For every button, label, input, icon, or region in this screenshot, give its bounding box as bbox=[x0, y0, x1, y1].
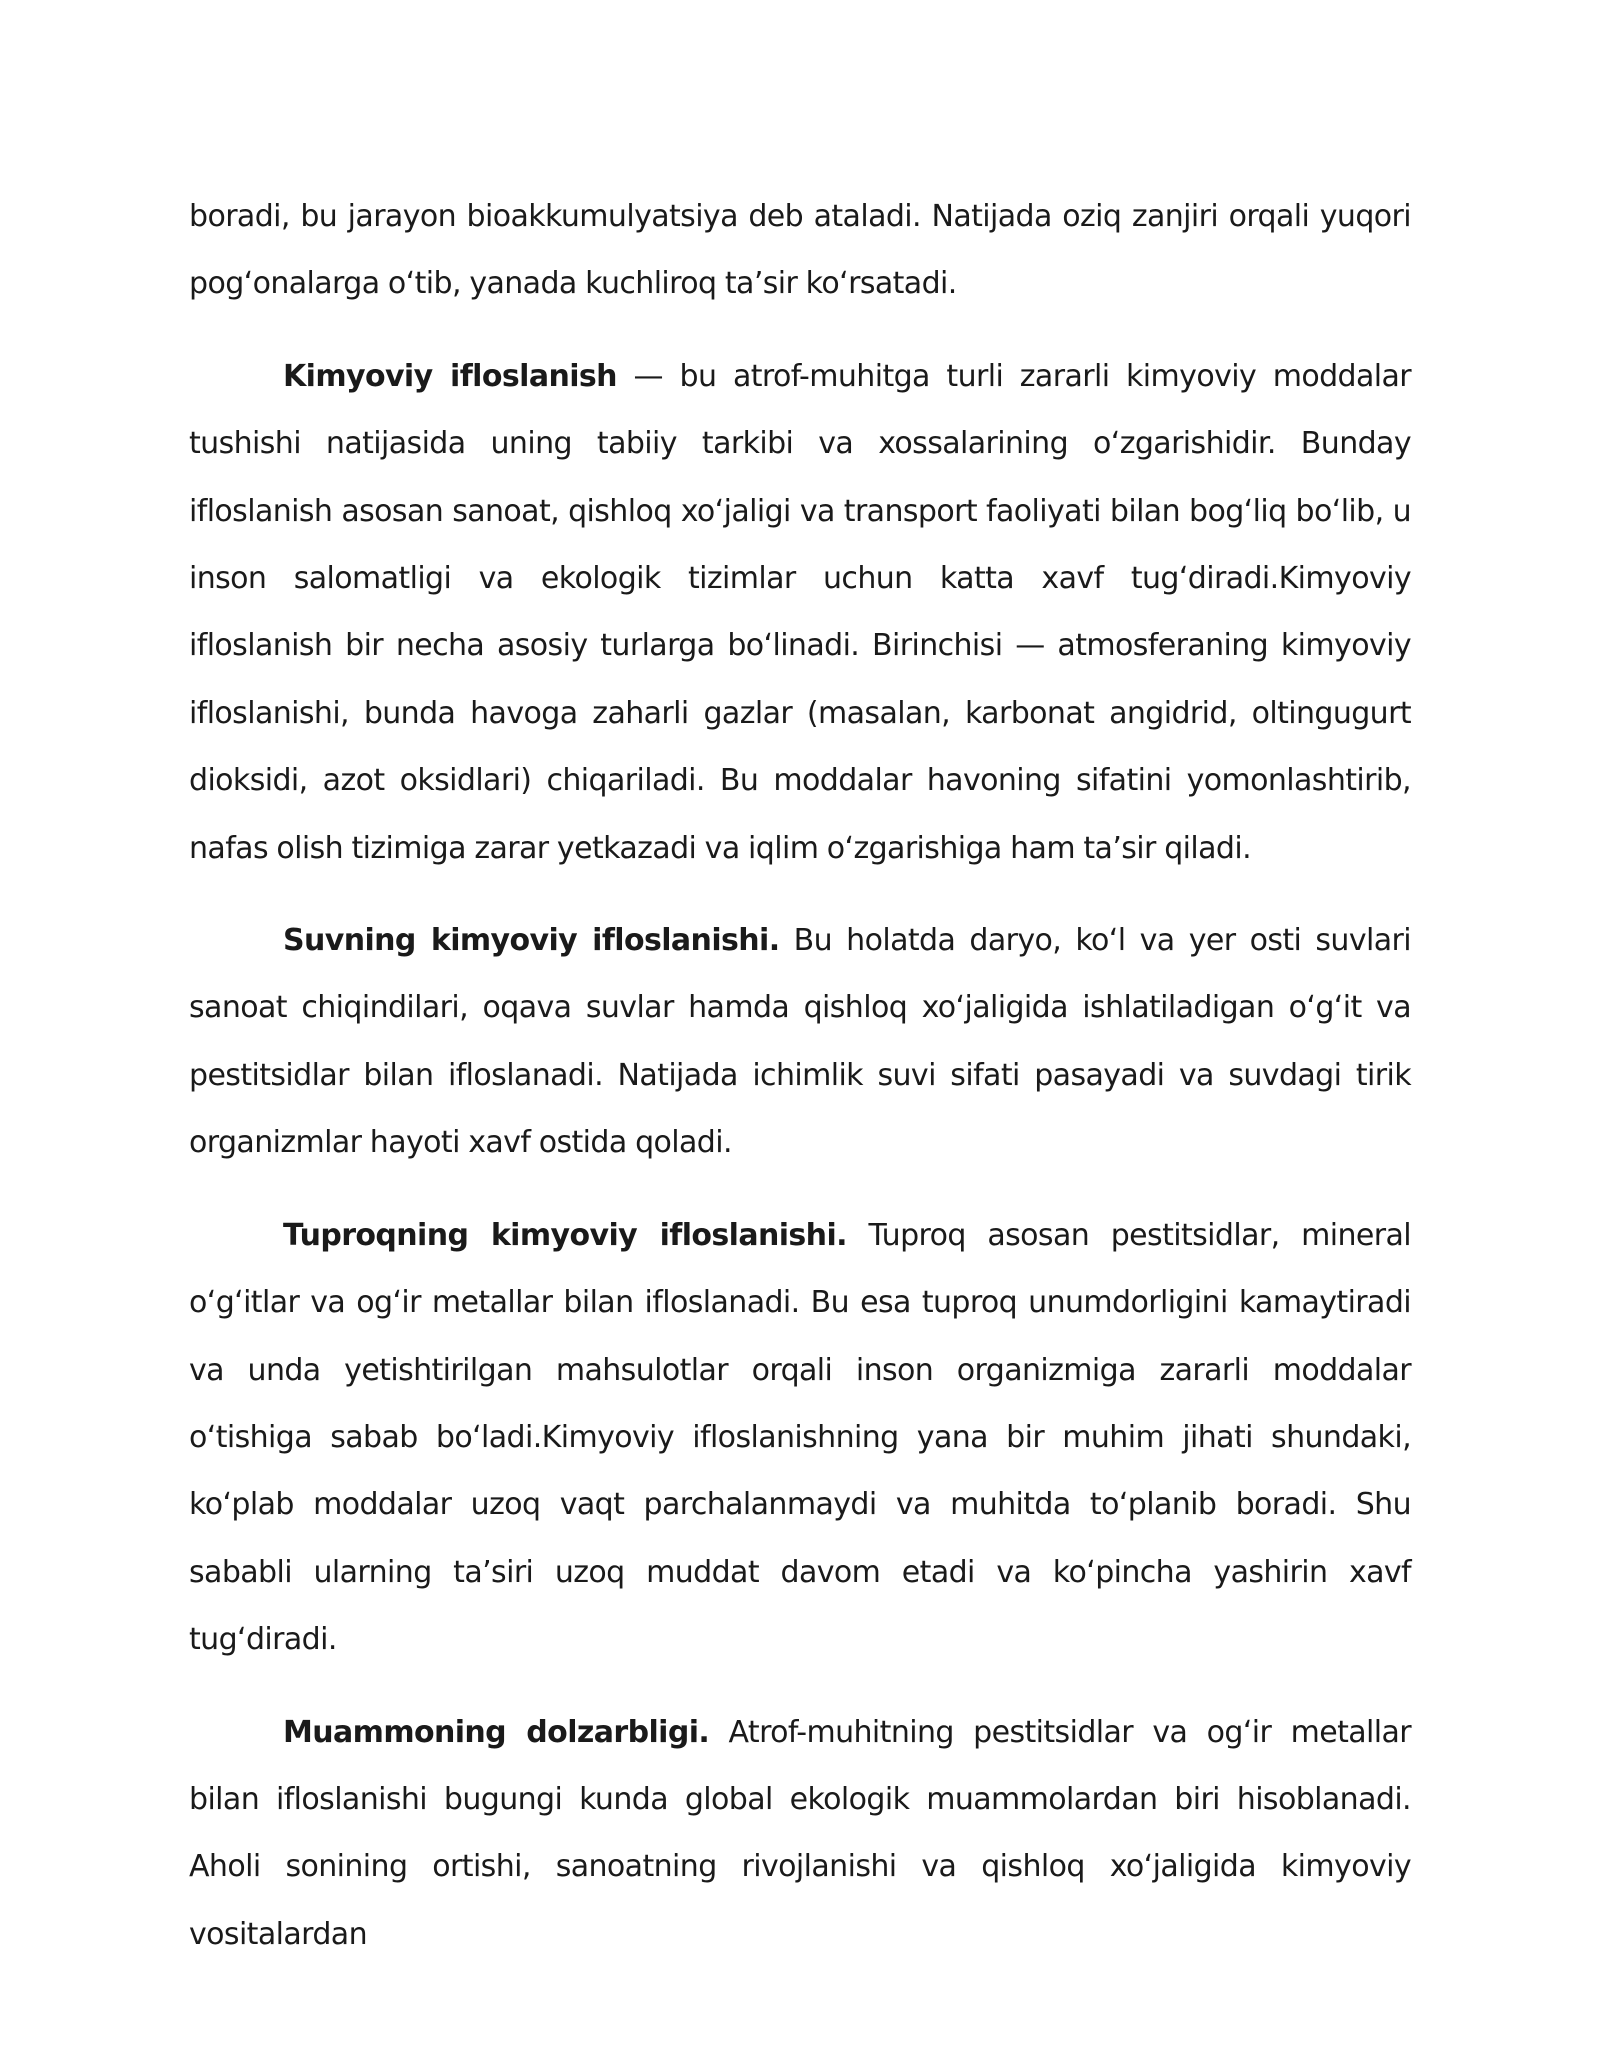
paragraph-heading: Muammoning dolzarbligi. bbox=[283, 1714, 710, 1750]
paragraph-soil-pollution bbox=[189, 1202, 1411, 1674]
paragraph-heading: Suvning kimyoviy ifloslanishi. bbox=[283, 923, 780, 959]
paragraph-text: boradi, bu jarayon bioakkumulyatsiya deb ataladi. Natijada oziq zanjiri orqali yuqori pog‘onalarga o‘tib, yanada kuchliroq ta’sir ko‘rsatadi. bbox=[189, 199, 1411, 302]
paragraph-text: — bu atrof-muhitga turli zararli kimyoviy moddalar tushishi natijasida uning tabiiy tarkibi va xossalarining o‘zgarishidir. Bunday ifloslanish asosan sanoat, qishloq xo‘jaligi va transport faoliyati bilan bog‘liq bo‘lib, u inson salomatligi va ekologik tizimlar uchun katta xavf tug‘diradi.Kimyoviy ifloslanish bir necha asosiy turlarga bo‘linadi. Birinchisi — atmosferaning kimyoviy ifloslanishi, bunda havoga zaharli gazlar (masalan, karbonat angidrid, oltingugurt dioksidi, azot oksidlari) chiqariladi. Bu moddalar havoning sifatini yomonlashtirib, nafas olish tizimiga zarar yetkazadi va iqlim o‘zgarishiga ham ta’sir qiladi. bbox=[189, 358, 1411, 866]
paragraph-heading: Tuproqning kimyoviy ifloslanishi. bbox=[283, 1217, 847, 1253]
paragraph-problem-relevance bbox=[189, 1699, 1411, 1969]
paragraph-text: Tuproq asosan pestitsidlar, mineral o‘g‘itlar va og‘ir metallar bilan ifloslanadi. Bu esa tuproq unumdorligini kamaytiradi va unda yetishtirilgan mahsulotlar orqali inson organizmiga zararli moddalar o‘tishiga sabab bo‘ladi.Kimyoviy ifloslanishning yana bir muhim jihati shundaki, ko‘plab moddalar uzoq vaqt parchalanmaydi va muhitda to‘planib boradi. Shu sababli ularning ta’siri uzoq muddat davom etadi va ko‘pincha yashirin xavf tug‘diradi. bbox=[189, 1217, 1411, 1658]
paragraph-text: Atrof-muhitning pestitsidlar va og‘ir metallar bilan ifloslanishi bugungi kunda global ekologik muammolardan biri hisoblanadi. Aholi sonining ortishi, sanoatning rivojlanishi va qishloq xo‘jaligida kimyoviy vositalardan bbox=[189, 1714, 1412, 1952]
paragraph-water-pollution bbox=[189, 907, 1411, 1177]
paragraph-chemical-pollution bbox=[189, 343, 1411, 882]
paragraph-bioaccumulation bbox=[189, 183, 1411, 318]
paragraph-heading: Kimyoviy ifloslanish bbox=[283, 358, 617, 394]
document-body bbox=[189, 183, 1411, 1993]
paragraph-text: Bu holatda daryo, ko‘l va yer osti suvlari sanoat chiqindilari, oqava suvlar hamda qishloq xo‘jaligida ishlatiladigan o‘g‘it va pestitsidlar bilan ifloslanadi. Natijada ichimlik suvi sifati pasayadi va suvdagi tirik organizmlar hayoti xavf ostida qoladi. bbox=[189, 923, 1411, 1161]
